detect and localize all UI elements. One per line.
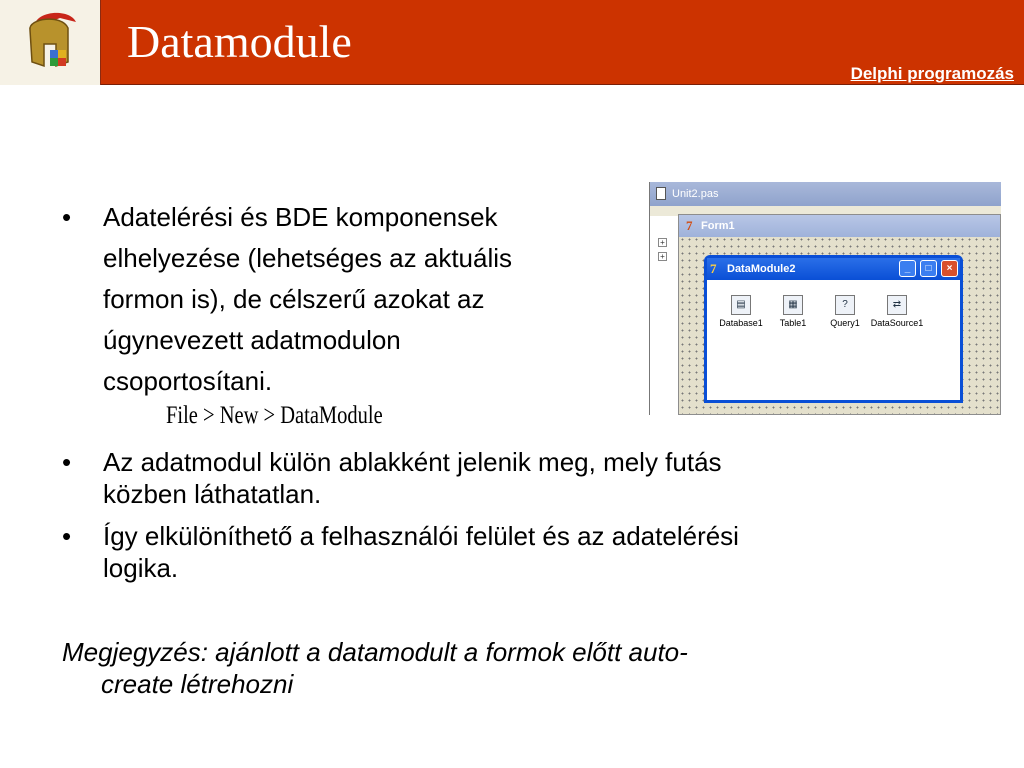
menu-path: File > New > DataModule: [166, 402, 383, 429]
logo: [0, 0, 101, 85]
database-icon: ▤: [731, 295, 751, 315]
bullet-mark: •: [62, 202, 72, 232]
bullet-line: Az adatmodul külön ablakként jelenik meg, mely futás: [103, 447, 722, 477]
close-icon: ×: [941, 260, 958, 277]
expand-icon: +: [658, 238, 667, 247]
file-icon: [656, 187, 666, 200]
component-label: Query1: [830, 318, 860, 328]
expand-icon: +: [658, 252, 667, 261]
bullet-line: úgynevezett adatmodulon: [103, 325, 401, 355]
header-band: [101, 0, 1024, 85]
bullet-line: formon is), de célszerű azokat az: [103, 284, 485, 314]
component-datasource: [867, 295, 927, 328]
maximize-icon: □: [920, 260, 937, 277]
spartan-helmet-icon: [0, 0, 101, 85]
table-icon: ▦: [783, 295, 803, 315]
datamodule-titlebar: [707, 258, 960, 280]
datasource-icon: ⇄: [887, 295, 907, 315]
query-icon: ?: [835, 295, 855, 315]
datamodule-title: DataModule2: [727, 263, 796, 275]
bullet-line: Adatelérési és BDE komponensek: [103, 202, 498, 232]
bullet-line: logika.: [103, 553, 179, 583]
bullet-line: közben láthatatlan.: [103, 479, 322, 509]
component-label: Table1: [779, 318, 807, 328]
bullet-mark: •: [62, 521, 72, 551]
unit-window-titlebar: [650, 182, 1001, 206]
component-label: Database1: [719, 318, 763, 328]
component-table: [763, 295, 823, 328]
component-query: [815, 295, 875, 328]
component-label: DataSource1: [870, 318, 924, 328]
component-database: [711, 295, 771, 328]
datamodule-body: [707, 280, 960, 400]
note-line: Megjegyzés: ajánlott a datamodult a formok előtt auto-: [62, 637, 688, 667]
form1-titlebar: [679, 215, 1000, 237]
bullet-line: elhelyezése (lehetséges az aktuális: [103, 243, 513, 273]
bullet-line: csoportosítani.: [103, 366, 273, 396]
note: [62, 636, 688, 700]
datamodule-window: [704, 255, 963, 403]
bullet-line: Így elkülöníthető a felhasználói felület és az adatelérési: [103, 521, 739, 551]
note-line: create létrehozni: [101, 669, 294, 699]
tree-view: [650, 216, 678, 415]
delphi-icon: 7: [710, 261, 717, 276]
slide-title: Datamodule: [127, 16, 352, 67]
unit-window-title: Unit2.pas: [672, 188, 719, 200]
ide-screenshot: [649, 182, 1001, 415]
bullet-mark: •: [62, 447, 72, 477]
form1-title: Form1: [701, 220, 735, 232]
minimize-icon: _: [899, 260, 916, 277]
course-label: Delphi programozás: [850, 64, 1014, 83]
delphi-icon: 7: [686, 218, 693, 233]
